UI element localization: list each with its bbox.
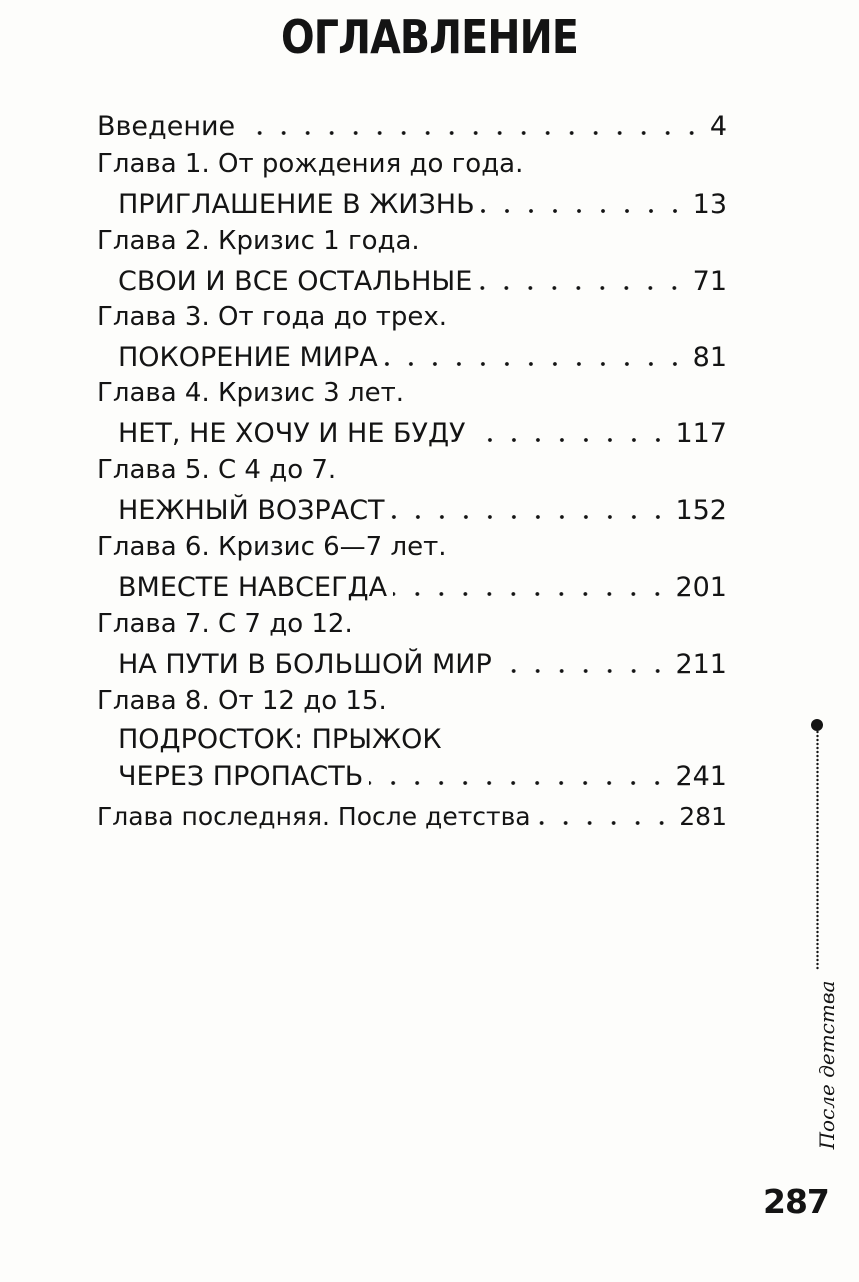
toc-entry-page: 13 (692, 189, 727, 220)
chapter-label: Глава 3. От года до трех. (97, 302, 448, 332)
toc-entry-title: НЕЖНЫЙ ВОЗРАСТ (118, 495, 385, 526)
toc-entry-title: Введение (97, 111, 236, 142)
dot-leader (498, 668, 670, 674)
chapter-label: Глава 8. От 12 до 15. (97, 686, 387, 716)
dot-leader (481, 208, 687, 214)
dot-leader (537, 820, 674, 826)
toc-entry-title: НА ПУТИ В БОЛЬШОЙ МИР (118, 649, 492, 680)
toc-entry-chapter-2[interactable] (118, 259, 727, 299)
toc-entry-chapter-5[interactable] (118, 488, 727, 528)
toc-entry-page: 81 (692, 342, 727, 373)
dot-leader (241, 130, 704, 136)
dot-leader (393, 591, 669, 597)
dot-leader (478, 285, 686, 291)
dot-leader (391, 514, 670, 520)
page-number: 287 (763, 1182, 829, 1221)
margin-dotted-line (816, 730, 819, 970)
dot-leader (472, 437, 670, 443)
toc-entry-chapter-3[interactable] (118, 335, 727, 375)
chapter-label: Глава 6. Кризис 6—7 лет. (97, 532, 447, 562)
toc-entry-chapter-6[interactable] (118, 565, 727, 605)
toc-entry-page: 117 (675, 418, 727, 449)
toc-entry-page: 71 (692, 266, 727, 297)
toc-entry-title: ЧЕРЕЗ ПРОПАСТЬ (118, 761, 364, 792)
toc-entry-last-chapter[interactable] (97, 794, 727, 834)
toc-entry-page: 4 (709, 111, 727, 142)
toc-entry-title: Глава последняя. После детства (97, 802, 531, 831)
toc-entry-title: ПРИГЛАШЕНИЕ В ЖИЗНЬ (118, 189, 475, 220)
toc-entry-chapter-1[interactable] (118, 182, 727, 222)
dot-leader (369, 780, 669, 786)
toc-entry-intro[interactable] (97, 104, 727, 144)
toc-entry-title: НЕТ, НЕ ХОЧУ И НЕ БУДУ (118, 418, 466, 449)
chapter-label: Глава 5. С 4 до 7. (97, 455, 337, 485)
toc-entry-chapter-4[interactable] (118, 411, 727, 451)
toc-entry-title: СВОИ И ВСЕ ОСТАЛЬНЫЕ (118, 266, 473, 297)
toc-entry-page: 241 (675, 761, 727, 792)
chapter-label: Глава 4. Кризис 3 лет. (97, 378, 404, 408)
toc-entry-page: 281 (679, 802, 727, 831)
toc-entry-title: ВМЕСТЕ НАВСЕГДА (118, 572, 388, 603)
dot-leader (384, 361, 687, 367)
toc-entry-title: ПОКОРЕНИЕ МИРА (118, 342, 378, 373)
chapter-label: Глава 7. С 7 до 12. (97, 609, 353, 639)
running-title: После детства (815, 980, 839, 1150)
toc-entry-chapter-7[interactable] (118, 642, 727, 682)
chapter-label: Глава 2. Кризис 1 года. (97, 226, 420, 256)
toc-entry-title-line: ПОДРОСТОК: ПРЫЖОК (118, 724, 442, 755)
toc-entry-chapter-8[interactable] (118, 754, 727, 794)
toc-entry-page: 211 (675, 649, 727, 680)
toc-entry-page: 201 (675, 572, 727, 603)
page-title: ОГЛАВЛЕНИЕ (281, 10, 578, 64)
chapter-label: Глава 1. От рождения до года. (97, 149, 524, 179)
toc-entry-page: 152 (675, 495, 727, 526)
